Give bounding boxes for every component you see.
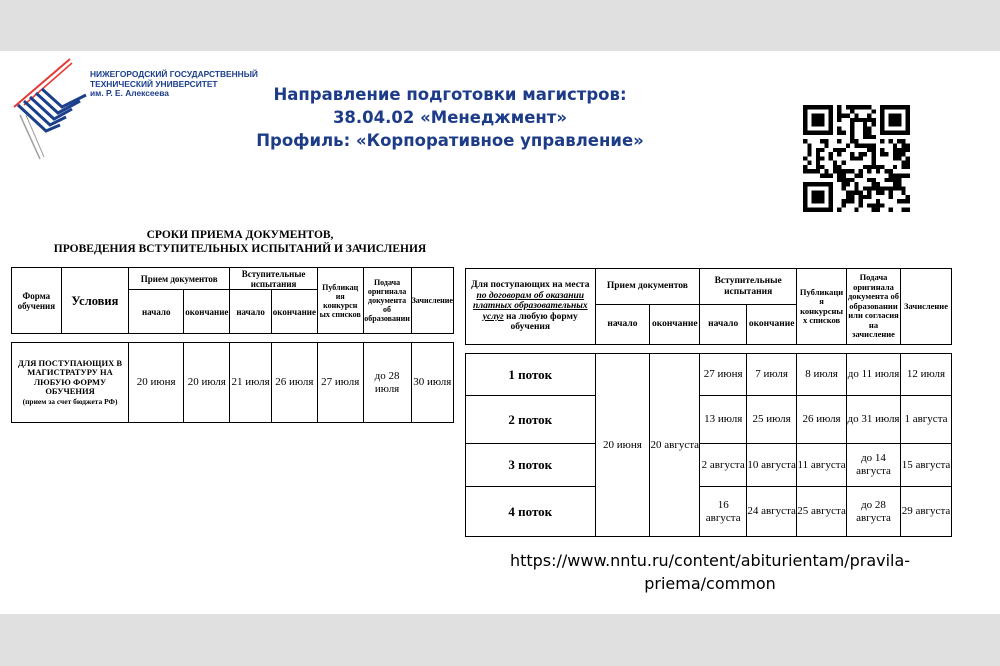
original-cell: до 14 августа — [847, 444, 901, 487]
paid-cond-link: по договорам об оказании платных образовательных услуг — [472, 290, 588, 322]
condition-cell — [12, 343, 129, 423]
header-docs: Прием документов — [129, 268, 230, 290]
stream-name: 3 поток — [466, 444, 596, 487]
publication-cell: 11 августа — [797, 444, 847, 487]
original-cell: до 28 июля — [363, 343, 411, 423]
header-paid-docs: Прием документов — [595, 269, 700, 305]
stream-name: 1 поток — [466, 354, 596, 396]
header-form: Форма обучения — [12, 268, 62, 334]
original-cell: до 31 июля — [847, 396, 901, 444]
title-line3: Профиль: «Корпоративное управление» — [256, 131, 644, 150]
paid-cond-before: Для поступающих на места — [471, 280, 590, 291]
header-exams: Вступительные испытания — [230, 268, 318, 290]
header-paid-exams: Вступительные испытания — [700, 269, 797, 305]
header-paid-original: Подача оригинала документа об образовании или согласия на зачисление — [847, 269, 901, 345]
header-original: Подача оригинала документа об образовании — [363, 268, 411, 334]
publication-cell: 27 июля — [317, 343, 363, 423]
enrollment-cell: 12 июля — [900, 354, 951, 396]
header-docs-start: начало — [129, 290, 184, 334]
title-line1: Направление подготовки магистров: — [273, 85, 627, 104]
publication-cell: 26 июля — [797, 396, 847, 444]
exams-end-cell: 10 августа — [747, 444, 797, 487]
enrollment-cell: 1 августа — [900, 396, 951, 444]
university-name-line2: ТЕХНИЧЕСКИЙ УНИВЕРСИТЕТ — [90, 78, 218, 89]
enrollment-cell: 29 августа — [900, 487, 951, 537]
header-exams-end: окончание — [271, 290, 317, 334]
docs-end-cell: 20 июля — [184, 343, 230, 423]
enrollment-cell: 30 июля — [411, 343, 453, 423]
exams-start-cell: 27 июня — [700, 354, 747, 396]
header-enrollment: Зачисление — [411, 268, 453, 334]
nntu-logo-icon — [10, 55, 90, 163]
paid-docs-start-cell: 20 июня — [595, 354, 650, 537]
stream-name: 4 поток — [466, 487, 596, 537]
publication-cell: 25 августа — [797, 487, 847, 537]
enrollment-cell: 15 августа — [900, 444, 951, 487]
header-docs-end: окончание — [184, 290, 230, 334]
qr-code-icon[interactable] — [803, 105, 910, 212]
exams-start-cell: 13 июля — [700, 396, 747, 444]
source-link[interactable] — [505, 549, 915, 595]
budget-title-line2: ПРОВЕДЕНИЯ ВСТУПИТЕЛЬНЫХ ИСПЫТАНИЙ И ЗАЧИСЛЕНИЯ — [53, 242, 427, 255]
header-paid-docs-end: окончание — [650, 305, 700, 345]
budget-section-title — [40, 229, 440, 256]
table-row — [466, 396, 952, 444]
title-line2: 38.04.02 «Менеджмент» — [332, 108, 568, 127]
header-paid-exams-end: окончание — [747, 305, 797, 345]
header-paid-publication: Публикаци я конкурсны х списков — [797, 269, 847, 345]
exams-end-cell: 24 августа — [747, 487, 797, 537]
paid-cond-after: на любую форму обучения — [506, 311, 578, 333]
exams-end-cell: 26 июля — [271, 343, 317, 423]
university-name-line3: им. Р. Е. Алексеева — [90, 88, 169, 99]
budget-title-line1: СРОКИ ПРИЕМА ДОКУМЕНТОВ, — [146, 229, 334, 241]
publication-cell: 8 июля — [797, 354, 847, 396]
condition-note: (прием за счет бюджета РФ) — [22, 396, 118, 406]
source-link-line2[interactable]: priema/common — [644, 574, 776, 593]
exams-start-cell: 16 августа — [700, 487, 747, 537]
table-row — [466, 354, 952, 396]
exams-start-cell: 21 июля — [230, 343, 272, 423]
paid-docs-end-cell: 20 августа — [650, 354, 700, 537]
docs-start-cell: 20 июня — [129, 343, 184, 423]
table-row — [466, 444, 952, 487]
header-paid-conditions — [466, 269, 596, 345]
budget-schedule-table — [11, 267, 454, 423]
original-cell: до 11 июля — [847, 354, 901, 396]
header-publication: Публикац ия конкурсн ых списков — [317, 268, 363, 334]
header-paid-exams-start: начало — [700, 305, 747, 345]
header-paid-enrollment: Зачисление — [900, 269, 951, 345]
source-link-line1[interactable]: https://www.nntu.ru/content/abiturientam/pravila- — [509, 551, 911, 570]
header-conditions: Условия — [61, 268, 128, 334]
header-exams-start: начало — [230, 290, 272, 334]
original-cell: до 28 августа — [847, 487, 901, 537]
table-spacer — [466, 345, 952, 354]
slide — [0, 51, 1000, 614]
table-spacer — [12, 334, 454, 343]
university-name-line1: НИЖЕГОРОДСКИЙ ГОСУДАРСТВЕННЫЙ — [90, 69, 258, 79]
table-row — [466, 487, 952, 537]
exams-start-cell: 2 августа — [700, 444, 747, 487]
condition-text: ДЛЯ ПОСТУПАЮЩИХ В МАГИСТРАТУРУ НА ЛЮБУЮ ФОРМУ ОБУЧЕНИЯ — [18, 357, 123, 397]
exams-end-cell: 25 июля — [747, 396, 797, 444]
table-row — [12, 343, 454, 423]
exams-end-cell: 7 июля — [747, 354, 797, 396]
header-paid-docs-start: начало — [595, 305, 650, 345]
stream-name: 2 поток — [466, 396, 596, 444]
page-title — [200, 83, 700, 152]
paid-schedule-table — [465, 268, 952, 537]
